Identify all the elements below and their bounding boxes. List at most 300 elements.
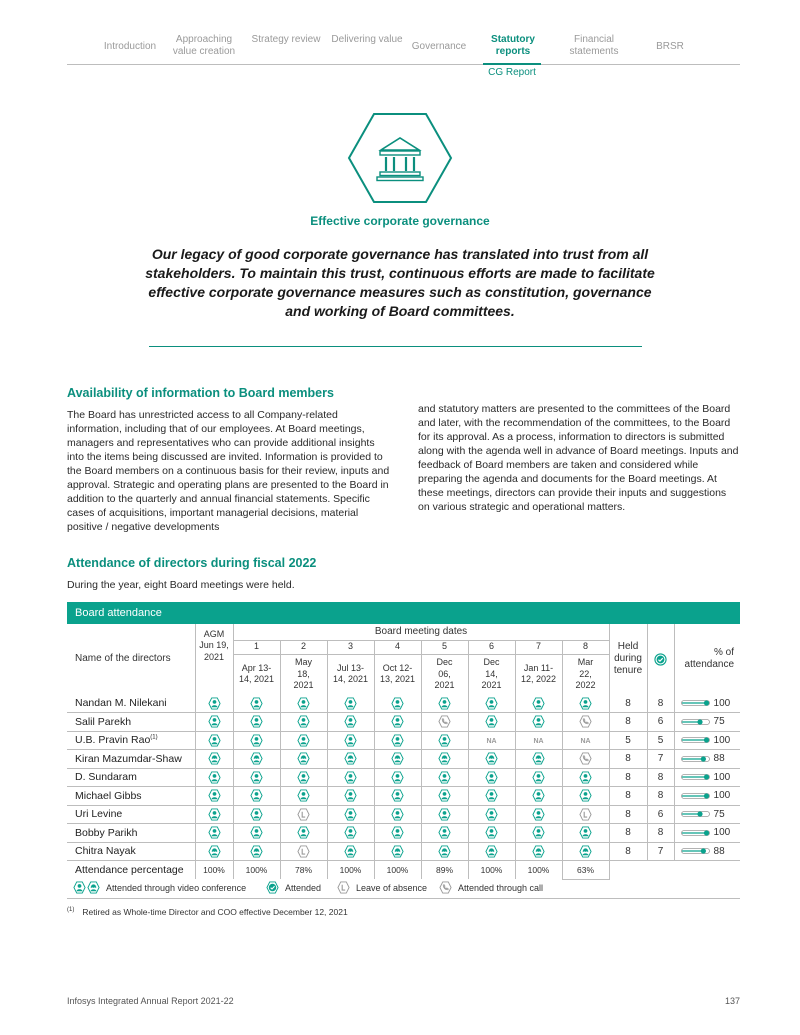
meeting-cell — [562, 694, 609, 713]
meeting-cell — [515, 787, 562, 806]
video-attended-icon — [532, 809, 545, 819]
attendance-pct-m3: 100% — [327, 861, 374, 880]
meeting-no-1: 1 — [233, 640, 280, 654]
phone-call-icon — [438, 716, 451, 726]
video-attended-icon — [532, 716, 545, 726]
nav-delivering-value[interactable]: Delivering value — [331, 34, 403, 45]
held-count: 8 — [609, 768, 647, 787]
attendance-percent-value: 100 — [713, 697, 731, 709]
meeting-cell — [562, 824, 609, 843]
nav-introduction[interactable]: Introduction — [103, 41, 157, 52]
video-attended-icon — [485, 809, 498, 819]
held-count: 8 — [609, 713, 647, 732]
held-count: 8 — [609, 750, 647, 769]
meeting-cell — [280, 842, 327, 861]
phone-call-icon — [579, 716, 592, 726]
nav-brsr[interactable]: BRSR — [656, 41, 684, 52]
meeting-cell — [280, 750, 327, 769]
board-meeting-dates-header: Board meeting dates — [233, 624, 609, 640]
meeting-cell — [421, 731, 468, 750]
name-header: Name of the directors — [75, 653, 171, 665]
attendance-percent-value: 88 — [713, 845, 725, 857]
director-name — [67, 824, 195, 843]
not-applicable: NA — [580, 738, 591, 746]
director-name — [67, 787, 195, 806]
table-row — [67, 731, 740, 750]
video-attended-icon — [344, 846, 357, 856]
nav-approaching-value-creation[interactable]: Approaching value creation — [172, 34, 236, 57]
agm-cell — [195, 824, 233, 843]
video-attended-icon — [391, 790, 404, 800]
video-attended-icon — [391, 716, 404, 726]
not-applicable: NA — [533, 738, 544, 746]
meeting-cell — [515, 842, 562, 861]
meeting-cell — [233, 805, 280, 824]
meeting-cell — [515, 731, 562, 750]
video-attended-icon — [532, 697, 545, 707]
video-attended-icon — [579, 790, 592, 800]
meeting-date-8: Mar 22, 2022 — [562, 654, 609, 694]
meeting-cell — [421, 750, 468, 769]
legend-video — [73, 881, 246, 894]
meeting-cell — [468, 713, 515, 732]
meeting-cell — [421, 694, 468, 713]
footnote — [67, 907, 348, 917]
meeting-cell — [233, 842, 280, 861]
attendance-percent — [674, 750, 740, 769]
video-attended-icon — [297, 753, 310, 763]
meeting-cell — [327, 787, 374, 806]
video-attended-icon — [250, 735, 263, 745]
video-attended-icon — [485, 846, 498, 856]
table-row — [67, 694, 740, 713]
table-row — [67, 713, 740, 732]
agm-date: Jun 19, 2021 — [195, 640, 233, 694]
video-attended-icon — [532, 753, 545, 763]
meeting-cell — [327, 731, 374, 750]
video-attended-icon — [208, 735, 221, 745]
legend-attended-label: Attended — [285, 882, 322, 893]
video-attended-icon — [208, 846, 221, 856]
availability-col2: and statutory matters are presented to the committees of the Board and later, with the recommendation of the committees, to the Board for its approval. As a process, information to directors is submitted along with the agenda well in advance of Board meetings. Inputs and feedback of Board members are taken and considered while preparing the agenda and documents for the Board meetings. At these meetings, directors can provide their inputs and suggestions on various strategic and operational matters. — [418, 403, 739, 513]
attendance-bar — [681, 755, 711, 763]
video-conference-female-icon — [87, 881, 100, 894]
video-attended-icon — [297, 790, 310, 800]
table-row — [67, 768, 740, 787]
meeting-cell — [374, 713, 421, 732]
meeting-cell — [374, 842, 421, 861]
meeting-cell — [233, 731, 280, 750]
attendance-percent-value: 75 — [713, 808, 725, 820]
director-name — [67, 750, 195, 769]
building-icon — [347, 112, 453, 204]
meeting-cell — [468, 842, 515, 861]
check-circle-icon — [654, 653, 667, 666]
agm-cell — [195, 787, 233, 806]
footnote-mark: (1) — [67, 907, 75, 914]
video-attended-icon — [297, 735, 310, 745]
attendance-percent — [674, 731, 740, 750]
meeting-date-3: Jul 13-14, 2021 — [327, 654, 374, 694]
meeting-cell — [421, 787, 468, 806]
meeting-no-2: 2 — [280, 640, 327, 654]
attended-count: 5 — [647, 731, 674, 750]
nav-statutory-reports[interactable]: Statutory reports — [491, 34, 535, 57]
director-name — [67, 805, 195, 824]
director-name — [67, 731, 195, 750]
meeting-no-4: 4 — [374, 640, 421, 654]
video-attended-icon — [250, 846, 263, 856]
attendance-bar — [681, 810, 711, 818]
phone-call-icon — [579, 753, 592, 763]
legend-attended — [266, 881, 321, 894]
meeting-cell — [280, 805, 327, 824]
attendance-empty-pct — [674, 861, 740, 880]
meeting-no-3: 3 — [327, 640, 374, 654]
attendance-bar — [681, 736, 711, 744]
video-attended-icon — [208, 772, 221, 782]
video-attended-icon — [532, 790, 545, 800]
meeting-cell — [562, 768, 609, 787]
leave-icon — [297, 846, 310, 856]
video-attended-icon — [438, 809, 451, 819]
meeting-date-1: Apr 13-14, 2021 — [233, 654, 280, 694]
nav-strategy-review[interactable]: Strategy review — [251, 34, 321, 45]
director-name-text: Michael Gibbs — [75, 789, 142, 802]
video-attended-icon — [485, 827, 498, 837]
leave-of-absence-icon — [337, 881, 350, 894]
attended-check-icon — [266, 881, 279, 894]
meeting-cell — [327, 750, 374, 769]
attendance-intro: During the year, eight Board meetings were held. — [67, 579, 295, 591]
meeting-cell — [374, 824, 421, 843]
video-attended-icon — [438, 790, 451, 800]
meeting-date-5: Dec 06, 2021 — [421, 654, 468, 694]
meeting-cell — [327, 713, 374, 732]
meeting-no-5: 5 — [421, 640, 468, 654]
video-attended-icon — [485, 772, 498, 782]
attended-count: 8 — [647, 824, 674, 843]
meeting-no-8: 8 — [562, 640, 609, 654]
attended-count: 8 — [647, 787, 674, 806]
meeting-no-6: 6 — [468, 640, 515, 654]
video-attended-icon — [391, 735, 404, 745]
attendance-heading: Attendance of directors during fiscal 2022 — [67, 556, 317, 570]
attendance-percent-value: 100 — [713, 734, 731, 746]
meeting-cell — [515, 768, 562, 787]
held-count: 8 — [609, 787, 647, 806]
attendance-pct-m5: 89% — [421, 861, 468, 880]
meeting-cell — [515, 694, 562, 713]
director-name-text: Uri Levine — [75, 808, 123, 821]
video-attended-icon — [485, 716, 498, 726]
video-attended-icon — [344, 753, 357, 763]
meeting-cell — [515, 805, 562, 824]
attendance-pct-m4: 100% — [374, 861, 421, 880]
video-attended-icon — [344, 790, 357, 800]
video-attended-icon — [344, 735, 357, 745]
video-conference-icon — [73, 881, 86, 894]
attendance-bar — [681, 847, 711, 855]
table-row — [67, 824, 740, 843]
attendance-rows — [67, 694, 740, 861]
attendance-pct-m6: 100% — [468, 861, 515, 880]
meeting-cell — [374, 768, 421, 787]
attendance-pct-m8: 63% — [562, 861, 609, 880]
video-attended-icon — [208, 697, 221, 707]
video-attended-icon — [391, 827, 404, 837]
meeting-cell — [233, 787, 280, 806]
attendance-bar — [681, 773, 711, 781]
meeting-cell — [421, 805, 468, 824]
table-row — [67, 842, 740, 861]
agm-cell — [195, 750, 233, 769]
meeting-cell — [562, 805, 609, 824]
board-attendance-title-bar — [67, 602, 740, 624]
video-attended-icon — [344, 772, 357, 782]
video-attended-icon — [485, 753, 498, 763]
video-attended-icon — [532, 827, 545, 837]
not-applicable: NA — [486, 738, 497, 746]
meeting-cell — [562, 750, 609, 769]
video-attended-icon — [391, 753, 404, 763]
meeting-cell — [562, 842, 609, 861]
attendance-percent — [674, 768, 740, 787]
video-attended-icon — [438, 846, 451, 856]
meeting-cell — [468, 750, 515, 769]
agm-cell — [195, 694, 233, 713]
meeting-cell — [515, 713, 562, 732]
director-name-text: Salil Parekh — [75, 715, 132, 728]
meeting-cell — [374, 750, 421, 769]
attendance-bar — [681, 718, 711, 726]
agm-cell — [195, 731, 233, 750]
video-attended-icon — [485, 697, 498, 707]
held-count: 8 — [609, 694, 647, 713]
nav-sub-cg-report[interactable]: CG Report — [488, 67, 536, 78]
meeting-no-7: 7 — [515, 640, 562, 654]
table-row — [67, 787, 740, 806]
agm-cell — [195, 713, 233, 732]
leave-icon — [297, 809, 310, 819]
video-attended-icon — [250, 790, 263, 800]
meeting-cell — [233, 768, 280, 787]
video-attended-icon — [391, 697, 404, 707]
meeting-cell — [280, 731, 327, 750]
director-name-text: Kiran Mazumdar-Shaw — [75, 752, 182, 765]
legend — [73, 879, 740, 897]
footer-page-number: 137 — [724, 996, 740, 1006]
director-name — [67, 713, 195, 732]
meeting-cell — [374, 805, 421, 824]
attendance-pct-m7: 100% — [515, 861, 562, 880]
attended-count: 8 — [647, 694, 674, 713]
video-attended-icon — [579, 827, 592, 837]
director-name — [67, 768, 195, 787]
attendance-percent-value: 88 — [713, 753, 725, 765]
meeting-cell — [421, 768, 468, 787]
table-row — [67, 750, 740, 769]
video-attended-icon — [579, 772, 592, 782]
meeting-cell — [280, 713, 327, 732]
meeting-cell — [327, 694, 374, 713]
video-attended-icon — [208, 809, 221, 819]
attended-header — [647, 624, 674, 694]
held-count: 8 — [609, 824, 647, 843]
meeting-cell — [233, 713, 280, 732]
availability-heading: Availability of information to Board members — [67, 386, 334, 400]
attendance-percent — [674, 824, 740, 843]
attendance-pct-agm: 100% — [195, 861, 233, 880]
hero-quote: Our legacy of good corporate governance has translated into trust from all stakeholders. To maintain this trust, continuous efforts are made to facilitate effective corporate governance measures such as constitution, governance and working of Board committees. — [145, 246, 655, 319]
director-name — [67, 694, 195, 713]
director-name-text: U.B. Pravin Rao — [75, 734, 151, 747]
top-navigation — [67, 34, 740, 64]
video-attended-icon — [250, 753, 263, 763]
agm-cell — [195, 842, 233, 861]
video-attended-icon — [485, 790, 498, 800]
nav-active-indicator — [483, 63, 541, 65]
meeting-cell — [421, 713, 468, 732]
meeting-cell — [280, 768, 327, 787]
meeting-cell — [327, 842, 374, 861]
video-attended-icon — [532, 772, 545, 782]
attendance-bar — [681, 829, 711, 837]
legend-leave-label: Leave of absence — [356, 882, 428, 893]
agm-header: AGM — [195, 624, 233, 640]
director-name — [67, 842, 195, 861]
board-attendance-title: Board attendance — [75, 607, 162, 619]
attended-count: 6 — [647, 713, 674, 732]
video-attended-icon — [438, 753, 451, 763]
nav-governance[interactable]: Governance — [411, 41, 467, 52]
meeting-cell — [468, 768, 515, 787]
attendance-percent — [674, 842, 740, 861]
attendance-pct-m2: 78% — [280, 861, 327, 880]
video-attended-icon — [391, 846, 404, 856]
footer-report-title: Infosys Integrated Annual Report 2021-22 — [67, 996, 234, 1006]
attendance-empty-att — [647, 861, 674, 880]
meeting-cell — [233, 824, 280, 843]
video-attended-icon — [297, 772, 310, 782]
pct-attendance-header: % of attendance — [674, 624, 740, 694]
video-attended-icon — [250, 697, 263, 707]
video-attended-icon — [208, 827, 221, 837]
board-attendance-table — [67, 624, 740, 880]
meeting-date-4: Oct 12-13, 2021 — [374, 654, 421, 694]
held-count: 8 — [609, 805, 647, 824]
video-attended-icon — [344, 827, 357, 837]
meeting-cell — [468, 805, 515, 824]
attendance-percent — [674, 694, 740, 713]
video-attended-icon — [579, 697, 592, 707]
video-attended-icon — [532, 846, 545, 856]
meeting-date-2: May 18, 2021 — [280, 654, 327, 694]
video-attended-icon — [250, 716, 263, 726]
video-attended-icon — [438, 827, 451, 837]
video-attended-icon — [297, 716, 310, 726]
legend-call — [439, 881, 543, 894]
hero-divider — [149, 346, 642, 347]
availability-col1: The Board has unrestricted access to all Company-related information, including that of our employees. At Board meetings, managers and representatives who can provide additional insights into the items being discussed are invited. Information is provided to the Board members on a continuous basis for their review, inputs and approval. Strategic and operating plans are presented to the Board in addition to the quarterly and annual financial statements. Specific cases of acquisitions, important managerial decisions, material positive / negative developments — [67, 409, 390, 533]
attendance-percent — [674, 787, 740, 806]
attendance-bar — [681, 792, 711, 800]
footnote-ref: (1) — [150, 734, 158, 741]
meeting-date-6: Dec 14, 2021 — [468, 654, 515, 694]
agm-cell — [195, 805, 233, 824]
meeting-cell — [421, 824, 468, 843]
video-attended-icon — [391, 809, 404, 819]
attendance-percent-value: 75 — [713, 716, 725, 728]
meeting-cell — [468, 787, 515, 806]
meeting-cell — [327, 805, 374, 824]
nav-financial-statements[interactable]: Financial statements — [569, 34, 619, 57]
video-attended-icon — [438, 697, 451, 707]
attendance-percent-value: 100 — [713, 771, 731, 783]
attendance-empty-held — [609, 861, 647, 880]
legend-divider — [67, 898, 740, 899]
attendance-percent-value: 100 — [713, 790, 731, 802]
meeting-cell — [374, 731, 421, 750]
legend-leave — [337, 881, 427, 894]
video-attended-icon — [208, 790, 221, 800]
meeting-cell — [468, 694, 515, 713]
meeting-cell — [374, 787, 421, 806]
hero-title: Effective corporate governance — [310, 214, 490, 228]
meeting-cell — [327, 768, 374, 787]
attendance-percentage-label: Attendance percentage — [67, 861, 195, 880]
attendance-pct-m1: 100% — [233, 861, 280, 880]
meeting-cell — [468, 824, 515, 843]
director-name-text: D. Sundaram — [75, 771, 137, 784]
video-attended-icon — [391, 772, 404, 782]
video-attended-icon — [250, 772, 263, 782]
attended-count: 7 — [647, 842, 674, 861]
held-count: 5 — [609, 731, 647, 750]
footnote-text: Retired as Whole-time Director and COO effective December 12, 2021 — [82, 907, 348, 917]
agm-cell — [195, 768, 233, 787]
phone-call-icon — [439, 881, 452, 894]
meeting-cell — [515, 824, 562, 843]
meeting-cell — [562, 787, 609, 806]
video-attended-icon — [438, 735, 451, 745]
meeting-cell — [421, 842, 468, 861]
attended-count: 6 — [647, 805, 674, 824]
video-attended-icon — [208, 716, 221, 726]
attendance-percent-value: 100 — [713, 827, 731, 839]
leave-icon — [579, 809, 592, 819]
attendance-percent — [674, 805, 740, 824]
video-attended-icon — [250, 827, 263, 837]
legend-video-label: Attended through video conference — [106, 882, 247, 893]
director-name-text: Bobby Parikh — [75, 826, 138, 839]
meeting-cell — [562, 731, 609, 750]
meeting-cell — [515, 750, 562, 769]
held-during-tenure-header: Held during tenure — [609, 624, 647, 694]
meeting-date-7: Jan 11-12, 2022 — [515, 654, 562, 694]
meeting-cell — [233, 694, 280, 713]
meeting-cell — [280, 824, 327, 843]
legend-call-label: Attended through call — [458, 882, 544, 893]
nav-divider — [67, 64, 740, 65]
held-count: 8 — [609, 842, 647, 861]
director-name-text: Nandan M. Nilekani — [75, 697, 167, 709]
meeting-cell — [327, 824, 374, 843]
video-attended-icon — [208, 753, 221, 763]
video-attended-icon — [297, 697, 310, 707]
video-attended-icon — [297, 827, 310, 837]
video-attended-icon — [344, 697, 357, 707]
